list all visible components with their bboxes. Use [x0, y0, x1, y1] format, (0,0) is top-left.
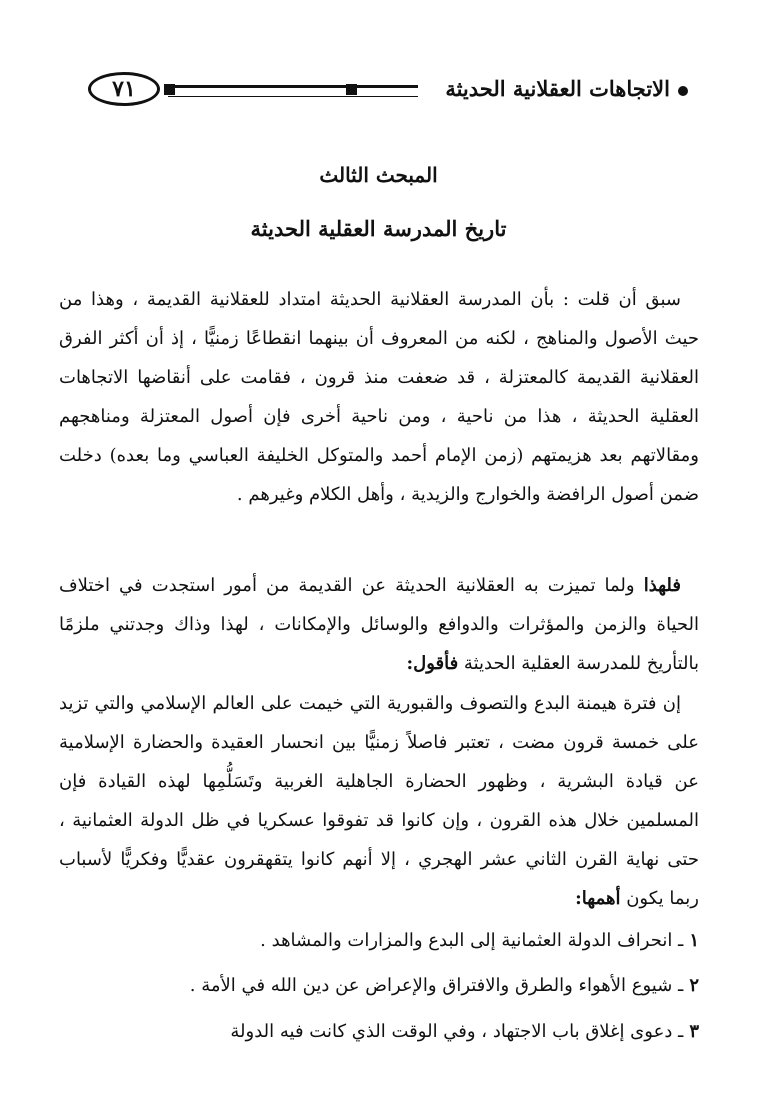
- page-number: ٧١: [88, 72, 160, 106]
- paragraph: [59, 684, 699, 914]
- section-title: تاريخ المدرسة العقلية الحديثة: [250, 216, 507, 241]
- page-header: [88, 72, 688, 108]
- header-bullet: [678, 86, 688, 96]
- paragraph-text: ولما تميزت به العقلانية الحديثة عن القديمة من أمور استجدت في اختلاف الحياة والزمن والمؤثرات والدوافع والوسائل والإمكانات ، لهذا وذاك وجدتني ملزمًا بالتأريخ للمدرسة العقلية الحديثة: [59, 575, 699, 674]
- header-rule: [168, 85, 418, 97]
- list-item: [190, 966, 699, 1005]
- list-item: [230, 1012, 699, 1051]
- paragraph-text: سبق أن قلت : بأن المدرسة العقلانية الحديثة امتداد للعقلانية القديمة ، وهذا من حيث الأصول والمناهج ، لكنه من المعروف أن بينهما انقطاعًا زمنيًّا ، إذ أن أكثر الفرق العقلانية القديمة كالمعتزلة ، قد ضعفت منذ قرون ، فقامت على أنقاضها الاتجاهات العقلية الحديثة ، هذا من ناحية ، ومن ناحية أخرى فإن أصول المعتزلة ومناهجهم ومقالاتهم بعد هزيمتهم (زمن الإمام أحمد والمتوكل الخليفة العباسي وما بعده) دخلت ضمن أصول الرافضة والخوارج والزيدية ، وأهل الكلام وغيرهم .: [59, 289, 699, 505]
- list-item-text: ـ انحراف الدولة العثمانية إلى البدع والمزارات والمشاهد .: [260, 930, 684, 951]
- list-item-text: ـ دعوى إغلاق باب الاجتهاد ، وفي الوقت الذي كانت فيه الدولة: [230, 1021, 684, 1042]
- paragraph-tail: أهمها:: [575, 888, 621, 909]
- rule-end-block: [164, 84, 175, 95]
- list-item-number: ١: [689, 930, 699, 951]
- paragraph-tail: فأقول:: [406, 653, 459, 674]
- paragraph: [59, 566, 699, 683]
- paragraph-lead: فلهذا: [643, 575, 681, 596]
- section-label: المبحث الثالث: [319, 163, 438, 187]
- list-item-number: ٢: [689, 975, 699, 996]
- paragraph-text: إن فترة هيمنة البدع والتصوف والقبورية التي خيمت على العالم الإسلامي والتي تزيد على خمسة قرون مضت ، تعتبر فاصلاً زمنيًّا بين انحسار العقيدة والحضارة الإسلامية عن قيادة البشرية ، وظهور الحضارة الجاهلية الغربية وتَسَلُّمِها لهذه القيادة فإن المسلمين خلال هذه القرون ، وإن كانوا قد تفوقوا عسكريا في ظل الدولة العثمانية ، حتى نهاية القرن الثاني عشر الهجري ، إلا أنهم كانوا يتقهقرون عقديًّا وفكريًّا لأسباب ربما يكون: [59, 693, 699, 909]
- list-item: [260, 921, 699, 960]
- running-title: الاتجاهات العقلانية الحديثة: [445, 76, 670, 101]
- list-item-text: ـ شيوع الأهواء والطرق والافتراق والإعراض عن دين الله في الأمة .: [189, 975, 684, 996]
- list-item-number: ٣: [689, 1021, 699, 1042]
- paragraph: [59, 280, 699, 555]
